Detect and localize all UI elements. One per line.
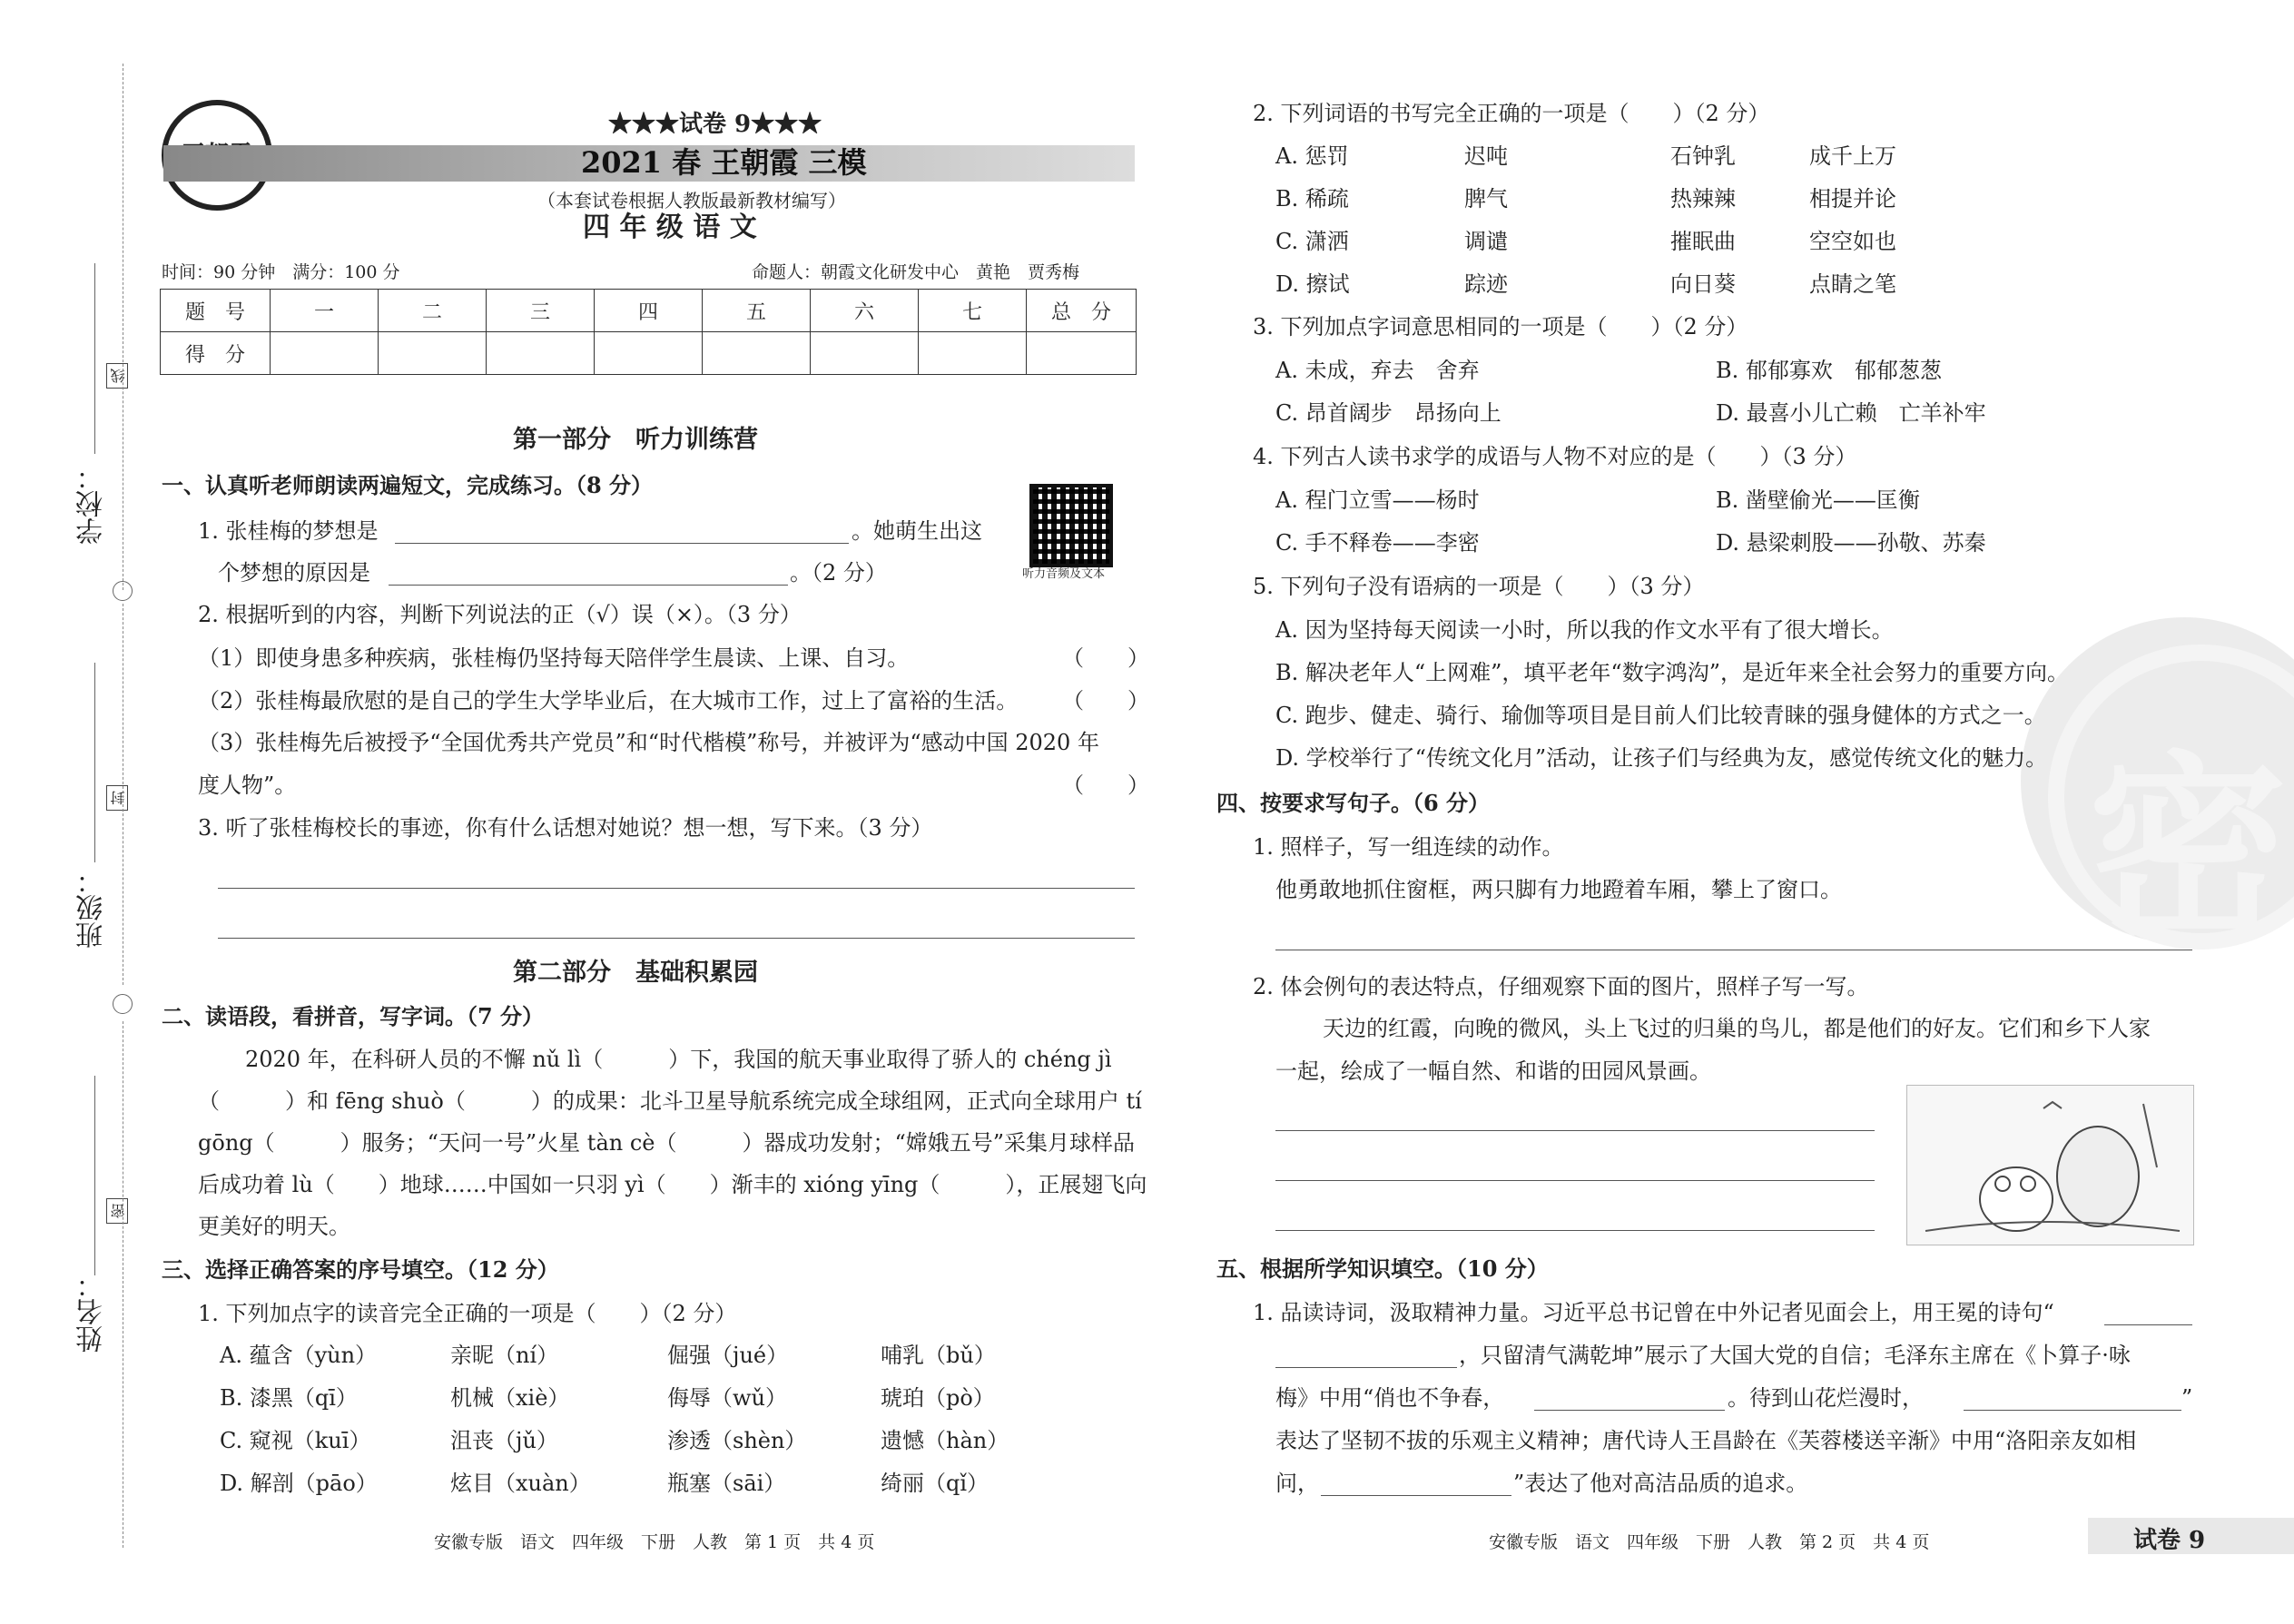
judge-statement-3a: （3）张桂梅先后被授予“全国优秀共产党员”和“时代楷模”称号，并被评为“感动中国 2020 年 [198, 730, 1099, 755]
q3-2-option-b3: 热辣辣 [1670, 186, 1736, 212]
pinyin-para-1: 2020 年，在科研人员的不懈 nǔ lì（ ）下，我国的航天事业取得了骄人的 chéng jì [245, 1047, 1112, 1072]
th-label: 题 号 [161, 290, 271, 332]
page-tab [2088, 1518, 2294, 1554]
q3-1-option-d2: 炫目（xuàn） [450, 1471, 591, 1496]
writing-line[interactable] [1275, 1230, 1875, 1231]
q3-1-option-b4: 琥珀（pò） [881, 1385, 995, 1411]
secret-marker: 密 [106, 1198, 128, 1224]
q3-4-option-d[interactable]: D. 悬梁刺股——孙敬、苏秦 [1716, 530, 1986, 556]
q4-2-example-a: 天边的红霞，向晚的微风，头上飞过的归巢的鸟儿，都是他们的好友。它们和乡下人家 [1323, 1016, 2151, 1041]
q3-1-option-b2: 机械（xiè） [450, 1385, 570, 1411]
q4-heading: 四、按要求写句子。（6 分） [1216, 790, 1491, 816]
q3-2-option-c3: 摧眠曲 [1670, 229, 1736, 254]
q5-line-d: 表达了坚韧不拔的乐观主义精神；唐代诗人王昌龄在《芙蓉楼送辛渐》中用“洛阳亲友如相 [1275, 1428, 2137, 1453]
q3-4-option-b[interactable]: B. 凿壁偷光——匡衡 [1716, 487, 1920, 513]
binding-hole-2 [113, 994, 133, 1014]
frog-lotus-drawing [1907, 1086, 2193, 1245]
q3-2-option-b4: 相提并论 [1809, 186, 1896, 212]
q3-2-option-a2: 迟吨 [1464, 143, 1508, 169]
th-3: 三 [487, 290, 595, 332]
score-table-score-row [161, 332, 1137, 375]
q3-1-option-b3: 侮辱（wǔ） [667, 1385, 787, 1411]
q4-2-text: 2. 体会例句的表达特点，仔细观察下面的图片，照样子写一写。 [1253, 974, 1869, 999]
q3-2-option-a1[interactable]: A. 惩罚 [1275, 143, 1349, 169]
binding-line-top [94, 263, 95, 454]
writing-line[interactable] [1275, 1130, 1875, 1131]
writing-line[interactable] [218, 938, 1135, 939]
answer-blank[interactable] [1534, 1410, 1725, 1411]
answer-blank[interactable] [1964, 1410, 2181, 1411]
footer-right: 安徽专版 语文 四年级 下册 人教 第 2 页 共 4 页 [1489, 1532, 1930, 1552]
q3-3-text: 3. 下列加点字词意思相同的一项是（ ）（2 分） [1253, 314, 1748, 340]
q3-2-option-a4: 成千上万 [1809, 143, 1896, 169]
q3-2-option-c1[interactable]: C. 潇洒 [1275, 229, 1349, 254]
q3-2-option-d4: 点睛之笔 [1809, 271, 1896, 297]
th-7: 七 [919, 290, 1027, 332]
line-marker: 线 [106, 363, 128, 389]
q1-1-text-b: 。她萌生出这 [852, 518, 982, 544]
edition-note: （本套试卷根据人教版最新教材编写） [537, 190, 846, 212]
q3-1-option-d4: 绮丽（qǐ） [881, 1471, 989, 1496]
q3-4-option-c[interactable]: C. 手不释卷——李密 [1275, 530, 1480, 556]
name-label: 姓名： [76, 1271, 108, 1353]
score-cell[interactable] [1027, 332, 1137, 375]
q4-1-text: 1. 照样子，写一组连续的动作。 [1253, 834, 1564, 860]
q3-2-option-a3: 石钟乳 [1670, 143, 1736, 169]
q3-4-option-a[interactable]: A. 程门立雪——杨时 [1275, 487, 1480, 513]
q3-1-option-a1[interactable]: A. 蕴含（yùn） [220, 1343, 378, 1368]
q3-3-option-d[interactable]: D. 最喜小儿亡赖 亡羊补牢 [1716, 400, 1986, 426]
q3-1-option-c4: 遗憾（hàn） [881, 1428, 1009, 1453]
q3-3-option-b[interactable]: B. 郁郁寡欢 郁郁葱葱 [1716, 358, 1942, 383]
q3-5-option-d[interactable]: D. 学校举行了“传统文化月”活动，让孩子们与经典为友，感觉传统文化的魅力。 [1275, 745, 2048, 771]
part1-title: 第一部分 听力训练营 [513, 426, 758, 454]
answer-blank[interactable] [389, 585, 788, 586]
q3-5-text: 5. 下列句子没有语病的一项是（ ）（3 分） [1253, 574, 1705, 599]
answer-blank[interactable] [2104, 1324, 2192, 1325]
class-label: 班级： [76, 867, 108, 949]
th-total: 总 分 [1027, 290, 1137, 332]
qr-caption: 听力音频及文本 [1022, 567, 1106, 581]
score-cell[interactable] [379, 332, 487, 375]
secret-seal-char: 密 [2088, 732, 2289, 967]
q5-heading: 五、根据所学知识填空。（10 分） [1216, 1255, 1549, 1282]
answer-blank[interactable] [395, 543, 849, 544]
q3-1-option-c3: 渗透（shèn） [667, 1428, 807, 1453]
judge-statement-3b: 度人物”。 [198, 773, 297, 798]
th-6: 六 [811, 290, 919, 332]
q3-3-option-c[interactable]: C. 昂首阔步 昂扬向上 [1275, 400, 1501, 426]
score-cell[interactable] [703, 332, 811, 375]
judge-statement-2: （2）张桂梅最欣慰的是自己的学生大学毕业后，在大城市工作，过上了富裕的生活。 [198, 688, 1019, 714]
writing-line[interactable] [1275, 1180, 1875, 1181]
q5-line-c3: ” [2181, 1385, 2193, 1411]
score-table-header-row [161, 290, 1137, 332]
pond-illustration [1906, 1085, 2194, 1245]
qr-code[interactable] [1029, 484, 1113, 567]
pinyin-para-2: （ ）和 fēng shuò（ ）的成果：北斗卫星导航系统完成全球组网，正式向全球用户 tí [198, 1088, 1142, 1114]
pinyin-para-3: gōng（ ）服务；“天问一号”火星 tàn cè（ ）器成功发射；“嫦娥五号”采集月球样品 [198, 1130, 1136, 1156]
score-cell[interactable] [811, 332, 919, 375]
pinyin-para-5: 更美好的明天。 [198, 1214, 350, 1239]
part2-title: 第二部分 基础积累园 [513, 959, 758, 987]
th-5: 五 [703, 290, 811, 332]
answer-blank[interactable] [1275, 1367, 1457, 1368]
binding-hole-1 [113, 581, 133, 601]
seal-marker: 封 [106, 785, 128, 811]
exam-title: 2021 春 王朝霞 三模 [581, 145, 867, 180]
q3-1-text: 1. 下列加点字的读音完全正确的一项是（ ）（2 分） [198, 1301, 737, 1326]
q3-2-option-c4: 空空如也 [1809, 229, 1896, 254]
q3-1-option-d3: 瓶塞（sāi） [667, 1471, 786, 1496]
q5-line-a: 1. 品读诗词，汲取精神力量。习近平总书记曾在中外记者见面会上，用王冕的诗句“ [1253, 1300, 2054, 1325]
series-label: ★★★试卷 9★★★ [608, 111, 822, 138]
q3-2-option-c2: 调谴 [1464, 229, 1508, 254]
authors: 命题人：朝霞文化研发中心 黄艳 贾秀梅 [752, 262, 1080, 282]
score-cell[interactable] [919, 332, 1027, 375]
q5-line-c2: 。待到山花烂漫时， [1728, 1385, 1924, 1411]
judge-answer-2[interactable]: （ ） [1062, 688, 1149, 714]
q3-1-option-c2: 沮丧（jǔ） [450, 1428, 558, 1453]
binding-line-mid [94, 663, 95, 862]
q3-3-option-a[interactable]: A. 未成，弃去 舍弃 [1275, 358, 1480, 383]
q3-2-option-b1[interactable]: B. 稀疏 [1275, 186, 1349, 212]
school-label: 学校： [76, 463, 108, 545]
subject-title: 四 年 级 语 文 [583, 212, 757, 243]
judge-answer-1[interactable]: （ ） [1062, 645, 1149, 671]
q5-line-c: 梅》中用“俏也不争春， [1275, 1385, 1505, 1411]
time-score: 时间：90 分钟 满分：100 分 [162, 262, 400, 282]
q5-line-e: 问， [1275, 1471, 1319, 1496]
q3-1-option-b1[interactable]: B. 漆黑（qī） [220, 1385, 358, 1411]
score-cell[interactable] [487, 332, 595, 375]
q1-1-text-c: 个梦想的原因是 [218, 560, 370, 586]
th-2: 二 [379, 290, 487, 332]
answer-blank[interactable] [1321, 1495, 1511, 1496]
q3-1-option-a3: 倔强（jué） [667, 1343, 789, 1368]
score-table [160, 289, 1137, 375]
q3-1-option-a2: 亲昵（ní） [450, 1343, 559, 1368]
q5-line-b: ，只留清气满乾坤”展示了大国大党的自信；毛泽东主席在《卜算子·咏 [1459, 1343, 2131, 1368]
q3-2-option-d3: 向日葵 [1670, 271, 1736, 297]
q3-2-option-d2: 踪迹 [1464, 271, 1508, 297]
pinyin-para-4: 后成功着 lù（ ）地球……中国如一只羽 yì（ ）渐丰的 xióng yīng（ ），正展翅飞向 [198, 1172, 1147, 1197]
q1-2-text: 2. 根据听到的内容，判断下列说法的正（√）误（×）。（3 分） [198, 602, 802, 627]
page-tab-label: 试卷 9 [2133, 1527, 2206, 1554]
judge-answer-3[interactable]: （ ） [1062, 773, 1149, 798]
footer-left: 安徽专版 语文 四年级 下册 人教 第 1 页 共 4 页 [434, 1532, 875, 1552]
q1-heading: 一、认真听老师朗读两遍短文，完成练习。（8 分） [162, 472, 654, 498]
q4-1-example: 他勇敢地抓住窗框，两只脚有力地蹬着车厢，攀上了窗口。 [1275, 877, 1842, 902]
q1-1-text-a: 1. 张桂梅的梦想是 [198, 518, 379, 544]
binding-line-bottom [94, 1076, 95, 1275]
q3-5-option-c[interactable]: C. 跑步、健走、骑行、瑜伽等项目是目前人们比较青睐的强身健体的方式之一。 [1275, 703, 2046, 728]
q3-1-option-d1[interactable]: D. 解剖（pāo） [220, 1471, 378, 1496]
score-cell[interactable] [595, 332, 703, 375]
q3-5-option-a[interactable]: A. 因为坚持每天阅读一小时，所以我的作文水平有了很大增长。 [1275, 617, 1894, 643]
q3-2-text: 2. 下列词语的书写完全正确的一项是（ ）（2 分） [1253, 101, 1770, 126]
q3-5-option-b[interactable]: B. 解决老年人“上网难”，填平老年“数字鸿沟”，是近年来全社会努力的重要方向。 [1275, 660, 2069, 685]
q3-heading: 三、选择正确答案的序号填空。（12 分） [162, 1256, 559, 1283]
q2-heading: 二、读语段，看拼音，写字词。（7 分） [162, 1003, 545, 1029]
q1-1-text-d: 。（2 分） [790, 560, 887, 586]
q3-1-option-c1[interactable]: C. 窥视（kuī） [220, 1428, 371, 1453]
score-row-label: 得 分 [161, 332, 271, 375]
writing-line[interactable] [218, 888, 1135, 889]
q3-2-option-d1[interactable]: D. 擦试 [1275, 271, 1350, 297]
q1-3-text: 3. 听了张桂梅校长的事迹，你有什么话想对她说？想一想，写下来。（3 分） [198, 815, 933, 841]
judge-statement-1: （1）即使身患多种疾病，张桂梅仍坚持每天陪伴学生晨读、上课、自习。 [198, 645, 910, 671]
q3-2-option-b2: 脾气 [1464, 186, 1508, 212]
score-cell[interactable] [271, 332, 379, 375]
th-1: 一 [271, 290, 379, 332]
th-4: 四 [595, 290, 703, 332]
q3-1-option-a4: 哺乳（bǔ） [881, 1343, 996, 1368]
q4-2-example-b: 一起，绘成了一幅自然、和谐的田园风景画。 [1275, 1058, 1711, 1084]
q5-line-e2: ”表达了他对高洁品质的追求。 [1513, 1471, 1808, 1496]
q3-4-text: 4. 下列古人读书求学的成语与人物不对应的是（ ）（3 分） [1253, 444, 1857, 469]
